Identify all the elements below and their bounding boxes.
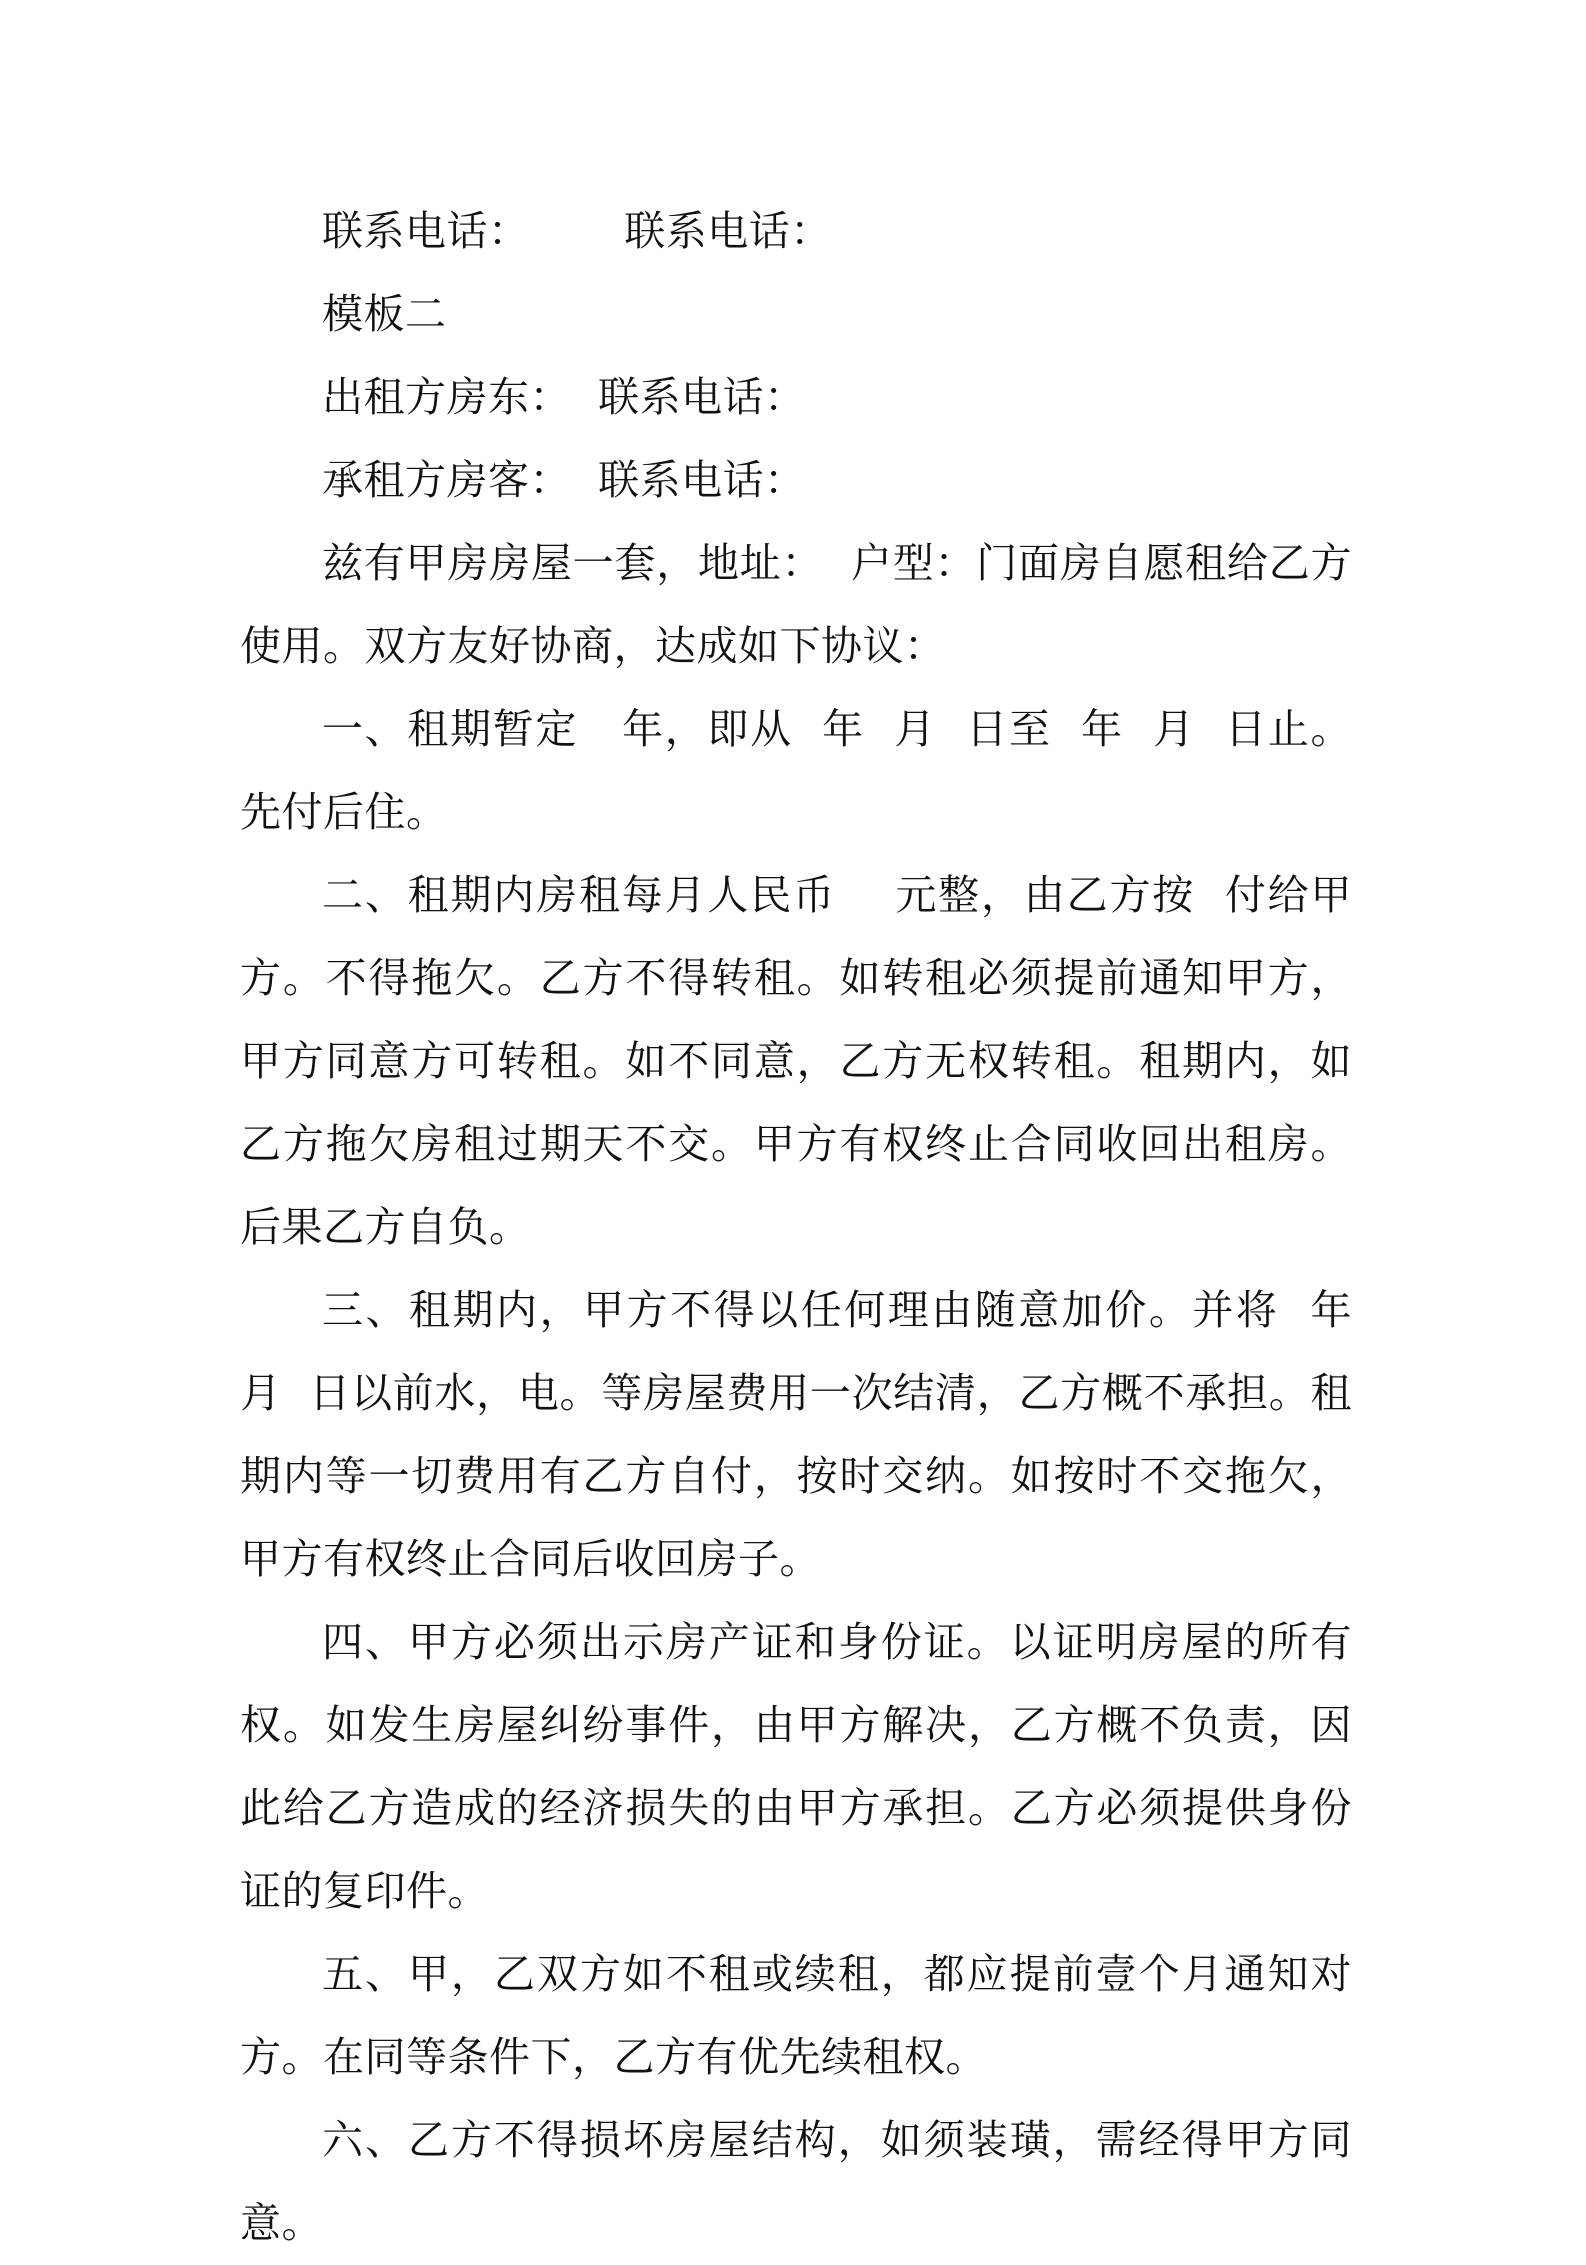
clause-5: 五、甲，乙双方如不租或续租，都应提前壹个月通知对方。在同等条件下，乙方有优先续租权。: [240, 1950, 1352, 2081]
clause-4: 四、甲方必须出示房产证和身份证。以证明房屋的所有权。如发生房屋纠纷事件，由甲方解决，乙方概不负责，因此给乙方造成的经济损失的由甲方承担。乙方必须提供身份证的复印件。: [240, 1618, 1352, 1915]
clause-1: 一、租期暂定 年，即从 年 月 日至 年 月 日止。先付后住。: [240, 705, 1352, 836]
clause-2: 二、租期内房租每月人民币 元整，由乙方按 付给甲方。不得拖欠。乙方不得转租。如转租必须提前通知甲方，甲方同意方可转租。如不同意，乙方无权转租。租期内，如乙方拖欠房租过期天不交。甲方有权终止合同收回出租房。后果乙方自负。: [240, 871, 1352, 1251]
clause-3: 三、租期内，甲方不得以任何理由随意加价。并将 年 月 日以前水，电。等房屋费用一次结清，乙方概不承担。租期内等一切费用有乙方自付，按时交纳。如按时不交拖欠，甲方有权终止合同后收回房子。: [240, 1286, 1380, 1583]
lessor-line: 出租方房东： 联系电话：: [322, 373, 806, 421]
template-title: 模板二: [322, 290, 447, 338]
intro-paragraph: 兹有甲房房屋一套，地址： 户型：门面房自愿租给乙方使用。双方友好协商，达成如下协议：: [240, 539, 1352, 670]
clause-6: 六、乙方不得损坏房屋结构，如须装璜，需经得甲方同意。: [240, 2116, 1352, 2247]
document-body: [240, 190, 1380, 2265]
lessee-line: 承租方房客： 联系电话：: [322, 456, 806, 504]
contact-phone-line: 联系电话： 联系电话：: [322, 207, 832, 255]
